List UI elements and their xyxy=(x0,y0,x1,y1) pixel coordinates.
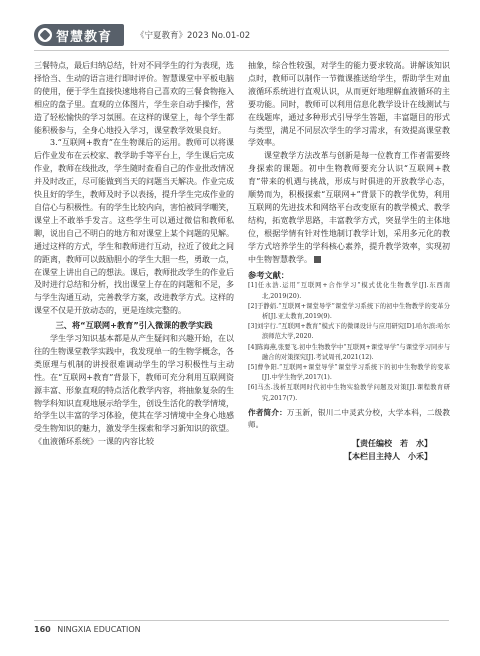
header-rule xyxy=(34,50,449,51)
right-column xyxy=(248,60,450,463)
reference-item: [5]曹争阳.“互联网+课堂导学”课堂学习系统下的初中生物教学的变革[J].中学生物学,2017(1). xyxy=(248,364,450,382)
paragraph: 学生学习知识基本都是从产生疑问和兴趣开始，在以往的生物课堂教学实践中，我发现单一的生物学概念，各类原理与机制的讲授很难调动学生的学习积极性与主动性。在“互联网+教育”背景下，教师可充分利用互联网资源丰富、形象直观的特点活化教学内容，将抽象复杂的生物学科知识直观地展示给学生，创设生活化的教学情境，给学生以丰富的学习体验，使其在学习情境中全身心地感受生物知识的魅力，激发学生探索和学习新知识的欲望。《血液循环系统》一课的内容比较 xyxy=(34,334,234,447)
editor-line: 【责任编校 若 水】 xyxy=(352,438,432,448)
section-heading: 三、将“互联网+教育”引入微课的教学实践 xyxy=(55,320,213,331)
host-line: 【本栏目主持人 小禾】 xyxy=(344,451,432,461)
journal-issue: 《宁夏教育》2023 No.01-02 xyxy=(136,31,251,41)
paragraph-text: 课堂教学方法改革与创新是每一位教育工作者需要终身探索的课题。初中生物教师要充分认识“互联网+教育”带来的机遇与挑战，形成与时俱进的开放教学心态，顺势而为，积极探索“互联网+”背景下的教学优势，利用互联网的先进技术和网络平台改变原有的教学模式、教学结构，拓宽教学思路，丰富教学方式，突显学生的主体地位，根据学情有针对性地制订教学计划，采用多元化的教学方式培养学生的学科核心素养，提升教学效率，实现初中生物智慧教学。 xyxy=(248,151,450,264)
author-text: 万玉新，银川二中灵武分校，大学本科，二级教师。 xyxy=(248,407,451,429)
reference-item: [2]于静娟.“互联网+课堂导学”课堂学习系统下的初中生物教学的变革分析[J].亚太教育,2019(9). xyxy=(248,302,450,321)
paragraph: 3.“互联网+教育”在生物课后的运用。教师可以将课后作业发布在云校家、教学助手等平台上，学生课后完成作业，教师在线批改，学生随时查看自己的作业批改情况并及时改正，尽可能做到当天的问题当天解决。作业完成快且好的学生，教师及时予以表扬，提升学生完成作业的自信心与积极性。有的学生比较内向，害怕被同学嘲笑，课堂上不敢举手发言。这些学生可以通过微信和教师私聊，说出自己不明白的地方和对课堂上某个问题的见解。通过这样的方式，学生和教师进行互动，拉近了彼此之间的距离，教师可以鼓励胆小的学生大胆一些，勇敢一点，在课堂上讲出自己的想法。课后，教师批改学生的作业后及时进行总结和分析，找出课堂上存在的问题和不足，多与学生沟通互动，完善教学方案，改进教学方式。这样的课堂不仅是开放动态的，更是连续完整的。 xyxy=(34,138,234,316)
page-footer xyxy=(34,620,449,634)
page-header xyxy=(34,22,250,48)
publication-name: NINGXIA EDUCATION xyxy=(57,625,141,634)
paragraph: 抽象，综合性较强，对学生的能力要求较高。讲解该知识点时，教师可以制作一节微课推送给学生，帮助学生对血液循环系统进行直观认识，从而更好地理解血液循环的主要功能。同时，教师可以利用信息化教学设计在线测试与在线题库，通过多种形式引导学生答题，丰富题目的形式与类型，满足不同层次学生的学习需求，有效提高课堂教学效率。 xyxy=(248,61,450,148)
logo-badge-icon xyxy=(38,28,52,42)
author-bio xyxy=(248,407,450,431)
reference-item: [3]刘宇行.“互联网+教育”模式下的微课设计与应用研究[D].哈尔滨:哈尔滨师范大学,2020. xyxy=(248,323,450,341)
reference-item: [6]马杰.浅析互联网时代初中生物实验教学问题及对策[J].课程教育研究,2017(7). xyxy=(248,384,450,402)
end-mark-icon xyxy=(314,256,321,263)
column-logo xyxy=(34,24,124,46)
left-column xyxy=(34,60,234,449)
logo-text: 智慧教育 xyxy=(56,29,113,45)
references-heading: 参考文献： xyxy=(248,269,289,280)
reference-list xyxy=(248,281,450,403)
page-number: 160 xyxy=(34,625,51,634)
reference-item: [4]陈海燕,张要飞.初中生物教学中“互联网+课堂导学”与课堂学习同步与融合的对策探究[J].考试周刊,2021(12). xyxy=(248,343,450,361)
paragraph xyxy=(248,150,450,266)
paragraph: 三餐特点，最后归纳总结，针对不同学生的行为表现，选择恰当、生动的语言进行即时评价。智慧课堂中平板电脑的使用，便于学生直接快速地将自己喜欢的三餐食物拖入相应的盘子里。直观的立体图片，学生亲自动手操作，营造了轻松愉快的学习氛围。在这样的课堂上，每个学生都能积极参与，全身心地投入学习，课堂教学效果良好。 xyxy=(34,61,234,135)
author-label: 作者简介： xyxy=(248,407,287,417)
editor-credit xyxy=(248,437,450,463)
reference-item: [1]任永浩.运用“互联网+合作学习”模式优化生物教学[J].东西南北,2019(20). xyxy=(248,282,450,300)
